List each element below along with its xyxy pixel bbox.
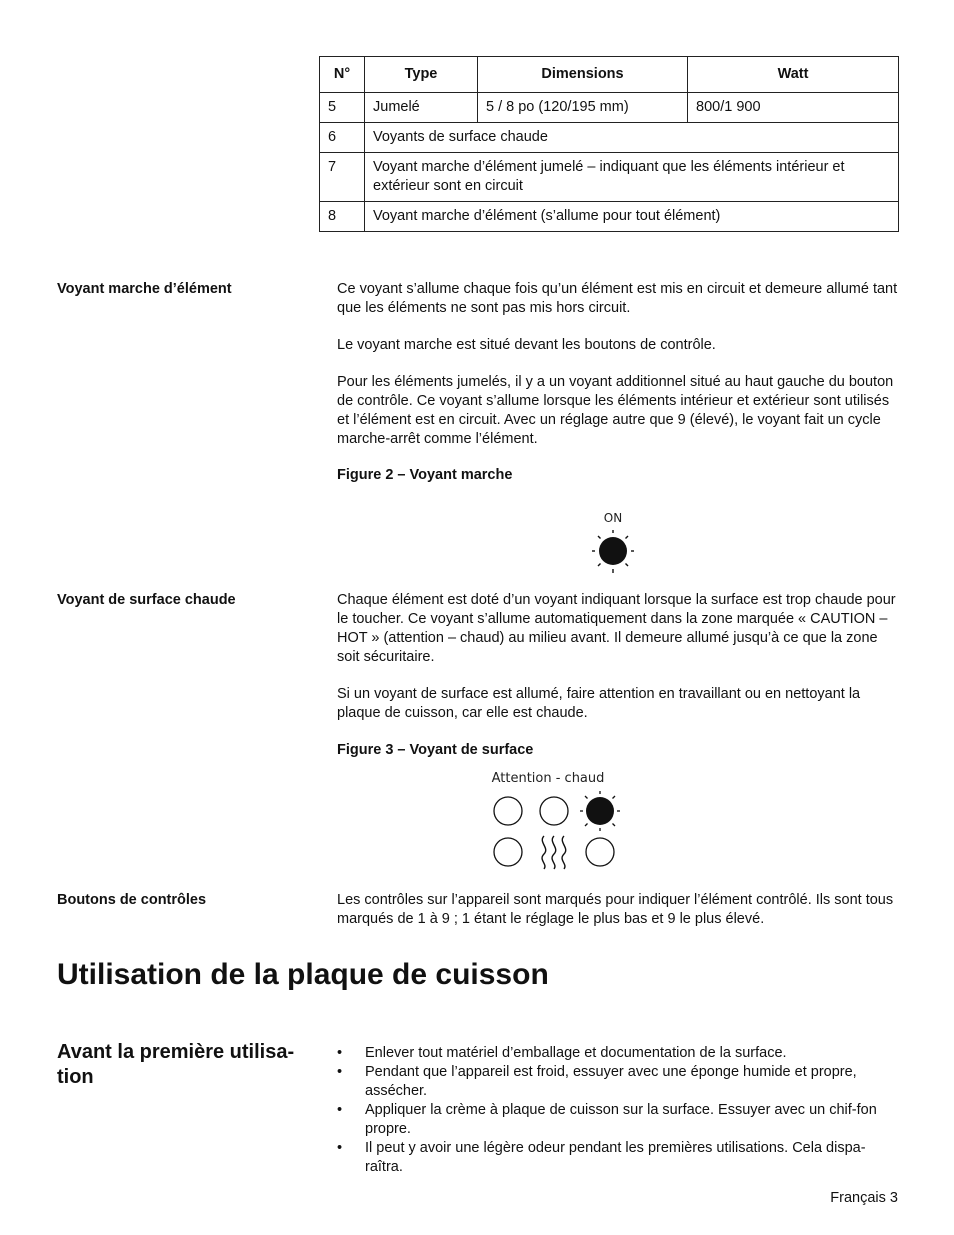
table-cell: Jumelé	[365, 93, 478, 123]
list-item-text: Enlever tout matériel d’emballage et documentation de la surface.	[365, 1045, 787, 1061]
col-header-number: N°	[320, 57, 365, 93]
bullet-icon: •	[337, 1102, 343, 1118]
burner-circle-icon	[494, 797, 522, 825]
paragraph: Si un voyant de surface est allumé, faire attention en travaillant ou en nettoyant la plaque de cuisson, car elle est chaude.	[337, 686, 861, 721]
figure-caption: Figure 3 – Voyant de surface	[337, 742, 534, 758]
list-item	[337, 1063, 902, 1101]
bullet-icon: •	[337, 1140, 343, 1156]
list-item	[337, 1139, 902, 1177]
burner-circle-icon	[586, 838, 614, 866]
heat-waves-icon	[542, 836, 566, 869]
on-label: ON	[603, 511, 623, 525]
table-cell: 800/1 900	[688, 93, 899, 123]
section-label-boutons: Boutons de contrôles	[57, 892, 207, 908]
col-header-dimensions: Dimensions	[478, 57, 688, 93]
paragraph: Chaque élément est doté d’un voyant indiquant lorsque la surface est trop chaude pour le toucher. Ce voyant s’allume automatiquement dans la zone marquée « CAUTION – HOT » (attention – chaud) au milieu avant. Il demeure allumé jusqu’à ce que la zone soit sécuritaire.	[337, 592, 896, 665]
list-item-text: Pendant que l’appareil est froid, essuyer avec une éponge humide et propre, assécher.	[365, 1064, 857, 1099]
table-row	[320, 93, 899, 123]
table-cell: Voyant marche d’élément jumelé – indiquant que les éléments intérieur et extérieur sont en circuit	[365, 153, 899, 202]
table-cell: Voyants de surface chaude	[365, 123, 899, 153]
burner-circle-icon	[540, 797, 568, 825]
indicator-light-icon	[599, 537, 627, 565]
attention-label: Attention - chaud	[491, 771, 605, 786]
bullet-list	[337, 1044, 902, 1177]
table-row	[320, 153, 899, 202]
burner-circle-icon	[494, 838, 522, 866]
col-header-type: Type	[365, 57, 478, 93]
on-indicator-figure	[583, 506, 643, 578]
table-cell: Voyant marche d’élément (s’allume pour tout élément)	[365, 202, 899, 232]
table-cell: 8	[320, 202, 365, 232]
paragraph: Ce voyant s’allume chaque fois qu’un élément est mis en circuit et demeure allumé tant que les éléments ne sont pas mis hors circuit.	[337, 281, 898, 316]
paragraph: Le voyant marche est situé devant les boutons de contrôle.	[337, 337, 716, 353]
table-cell: 5	[320, 93, 365, 123]
page-title: Utilisation de la plaque de cuisson	[57, 958, 549, 991]
list-item	[337, 1101, 902, 1139]
subsection-title: Avant la première utilisa-tion	[57, 1041, 295, 1088]
table-row	[320, 123, 899, 153]
section-label-voyant-marche: Voyant marche d’élément	[57, 281, 232, 297]
surface-indicator-figure	[488, 766, 628, 872]
col-header-watt: Watt	[688, 57, 899, 93]
bullet-icon: •	[337, 1064, 343, 1080]
list-item-text: Il peut y avoir une légère odeur pendant les premières utilisations. Cela dispa-raîtra.	[365, 1140, 866, 1175]
table-cell: 7	[320, 153, 365, 202]
figure-caption: Figure 2 – Voyant marche	[337, 467, 513, 483]
bullet-icon: •	[337, 1045, 343, 1061]
page-footer: Français 3	[830, 1190, 898, 1206]
paragraph: Pour les éléments jumelés, il y a un voyant additionnel situé au haut gauche du bouton de contrôle. Ce voyant s’allume lorsque les éléments intérieur et extérieur sont utilisés et l’élément est en circuit. Avec un réglage autre que 9 (élevé), le voyant fait un cycle marche-arrêt comme l’élément.	[337, 374, 894, 447]
paragraph: Les contrôles sur l’appareil sont marqués pour indiquer l’élément contrôlé. Ils sont tous marqués de 1 à 9 ; 1 étant le réglage le plus bas et 9 le plus élevé.	[337, 892, 894, 927]
spec-table	[319, 56, 899, 232]
section-label-voyant-surface: Voyant de surface chaude	[57, 592, 236, 608]
list-item	[337, 1044, 902, 1063]
table-header-row	[320, 57, 899, 93]
list-item-text: Appliquer la crème à plaque de cuisson sur la surface. Essuyer avec un chif-fon propre.	[365, 1102, 877, 1137]
table-cell: 6	[320, 123, 365, 153]
hot-indicator-light-icon	[586, 797, 614, 825]
table-cell: 5 / 8 po (120/195 mm)	[478, 93, 688, 123]
table-row	[320, 202, 899, 232]
